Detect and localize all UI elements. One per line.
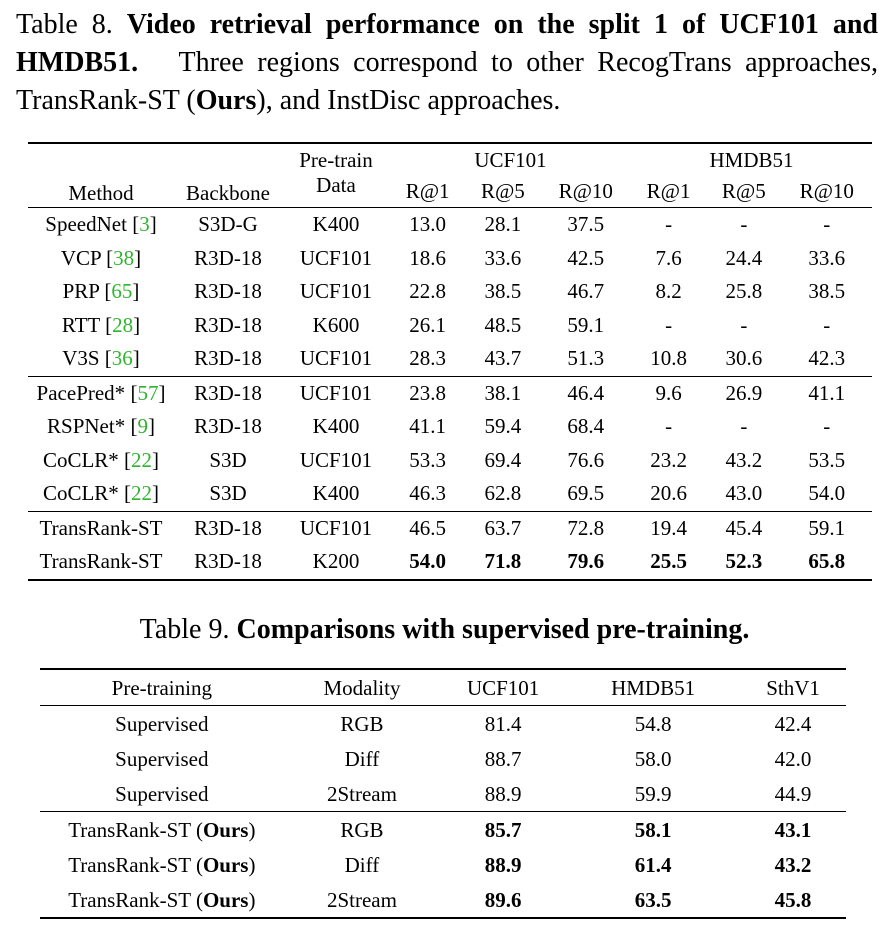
t8-cell-u1: 46.3 [409,481,446,506]
t9-cell-ucf: 88.7 [484,746,522,771]
t8-cell-u5: 69.4 [484,447,522,472]
t9-cell-modality: RGB [284,812,441,848]
t8-row [28,477,872,511]
t9-row [40,706,846,742]
t9-cell-modality: Diff [344,852,380,877]
t9-cell-hmdb: 59.9 [634,781,672,806]
table9-body [40,669,846,918]
t9-cell-sth: 45.8 [740,882,846,918]
t8-cell-data: K200 [282,545,390,580]
t8-method-name: RSPNet* [47,414,126,439]
t8-cell-u10: 42.5 [567,245,605,270]
t9-header-sth: SthV1 [740,669,846,706]
t8-cell-data: UCF101 [299,279,373,304]
t8-cell-u10: 79.6 [541,545,631,580]
t8-row [28,242,872,276]
t8-cell-method: VCP [38] [60,245,142,270]
t9-ours-label: Ours [202,887,249,912]
table9-caption-label: Table 9. [139,614,230,645]
t9-cell-hmdb: 54.8 [566,706,740,742]
t9-cell-modality: Diff [344,746,380,771]
t8-cell-u1: 53.3 [409,447,446,472]
t8-cell-u1: 26.1 [409,312,446,337]
t8-header-ucf-r10: R@10 [558,178,613,203]
t9-header-ucf: UCF101 [440,669,566,706]
t9-pretraining-name: Supervised [115,781,209,806]
t8-cell-h1: 10.8 [650,346,687,371]
t8-cell-method: CoCLR* [22] [42,447,160,472]
t8-method-name: SpeedNet [45,212,127,237]
table9-caption [0,611,889,649]
t8-cell-h1: - [631,208,706,242]
t8-cell-method: PRP [65] [62,279,140,304]
t8-header-hmdb-r10: R@10 [799,178,854,203]
t8-cell-backbone: R3D-18 [174,376,282,410]
t9-header-hmdb: HMDB51 [566,669,740,706]
t8-header-ucf-r1: R@1 [405,178,450,203]
t8-header-pretrain-l1: Pre-train [299,148,373,172]
table8-caption-ours: Ours [195,85,257,116]
t8-cell-h1: 25.5 [631,545,706,580]
t9-row [40,741,846,776]
t9-header-row [40,669,846,706]
t9-pretraining-name: TransRank-ST [68,887,191,912]
t8-cell-backbone: S3D [209,447,247,472]
t8-cell-backbone: S3D [209,481,247,506]
t8-row [28,511,872,545]
t8-row [28,376,872,410]
t8-cell-u5: 43.7 [484,346,522,371]
t8-cell-u1: 41.1 [409,414,446,439]
t8-cell-backbone: R3D-18 [194,414,262,439]
t8-cell-u1: 23.8 [390,376,465,410]
table8-caption-end: ), and InstDisc approaches. [256,85,561,116]
t8-cell-data: UCF101 [282,376,390,410]
t9-cell-sth: 44.9 [774,781,812,806]
t9-header-modality: Modality [284,669,441,706]
t9-cell-pretraining [40,706,284,742]
t9-cell-ucf: 85.7 [440,812,566,848]
t8-cell-h10: - [823,414,831,439]
t8-header-method: Method [28,143,174,208]
t9-cell-hmdb: 63.5 [566,882,740,918]
t8-cell-h5: 45.4 [706,511,781,545]
t8-cell-method: V3S [36] [62,346,140,371]
t9-cell-sth: 43.2 [774,852,812,877]
t9-cell-modality: 2Stream [326,781,397,806]
t9-row [40,776,846,812]
t8-cell-u5: 48.5 [484,312,522,337]
t8-method-name: CoCLR* [42,447,119,472]
t9-pretraining-name: Supervised [115,711,209,736]
t8-cell-h10: 65.8 [781,545,872,580]
t8-row [28,545,872,580]
t8-header-ucf: UCF101 [390,143,631,174]
t8-cell-u10: 46.7 [567,279,605,304]
table9 [40,668,846,919]
t9-cell-pretraining: TransRank-ST (Ours) [68,852,256,877]
t8-row [28,208,872,242]
t8-cell-h5: 43.2 [725,447,763,472]
t8-citation-link[interactable]: 65 [111,279,133,304]
t9-row [40,847,846,882]
t8-cell-data: UCF101 [282,511,390,545]
t9-cell-modality: 2Stream [284,882,441,918]
t8-cell-data: UCF101 [299,245,373,270]
t8-method-name: PacePred* [36,380,126,405]
t8-cell-h1: 19.4 [631,511,706,545]
table8-body [28,208,872,580]
t8-cell-method [28,545,174,580]
t8-cell-u10: 76.6 [567,447,605,472]
t8-citation-link[interactable]: 36 [111,346,133,371]
t8-cell-method: PacePred* [57] [28,376,174,410]
t8-cell-u10: 51.3 [567,346,605,371]
t8-cell-h1: 8.2 [655,279,682,304]
t8-header-hmdb: HMDB51 [631,143,872,174]
t8-cell-h10: - [823,312,831,337]
t8-cell-h1: 20.6 [650,481,687,506]
table8-caption-body: Three regions correspond to other RecogTrans approaches, TransRank-ST ( [16,47,879,116]
t8-cell-data: K400 [282,208,390,242]
t8-citation-link[interactable]: 22 [131,481,153,506]
t8-row [28,342,872,376]
t8-cell-u5: 38.5 [484,279,522,304]
t8-cell-u1: 22.8 [409,279,446,304]
t8-cell-u10: 69.5 [567,481,605,506]
t8-method-name: TransRank-ST [39,515,163,540]
t9-cell-ucf: 89.6 [440,882,566,918]
t8-cell-data: K600 [312,312,360,337]
t8-header-ucf-r5: R@5 [480,178,525,203]
t9-row [40,812,846,848]
table8-caption [16,6,878,120]
t8-cell-h5: 25.8 [725,279,763,304]
table8 [28,142,872,581]
t8-cell-u5: 62.8 [484,481,522,506]
t8-cell-method [28,511,174,545]
t9-cell-hmdb: 58.0 [634,746,672,771]
t9-ours-label: Ours [202,817,249,842]
t8-method-name: V3S [62,346,100,371]
t9-cell-modality: RGB [284,706,441,742]
t9-cell-ucf: 88.9 [484,781,522,806]
t8-header-hmdb-r5: R@5 [721,178,766,203]
t9-cell-ucf: 88.9 [484,852,522,877]
t9-cell-pretraining: TransRank-ST (Ours) [40,812,284,848]
t9-pretraining-name: Supervised [115,746,209,771]
t8-cell-backbone: R3D-18 [194,312,262,337]
t9-cell-pretraining [40,776,284,812]
t8-cell-data: K400 [312,481,360,506]
t8-cell-u1: 46.5 [390,511,465,545]
t9-pretraining-name: TransRank-ST [68,852,191,877]
t9-header-pretraining: Pre-training [40,669,284,706]
t8-header-pretrain [282,143,390,174]
t8-cell-h10: 33.6 [808,245,846,270]
t8-cell-method: SpeedNet [3] [28,208,174,242]
t8-cell-h1: 9.6 [631,376,706,410]
t8-cell-backbone: S3D-G [174,208,282,242]
t8-cell-h5: 30.6 [725,346,763,371]
table8-caption-title: Video retrieval performance on the split 1 of UCF101 and HMDB51. [16,9,878,78]
t8-citation-link[interactable]: 22 [131,447,153,472]
t8-cell-method: RSPNet* [9] [47,414,155,439]
t8-cell-h5: 52.3 [706,545,781,580]
t8-method-name: TransRank-ST [39,549,163,574]
t8-cell-h10: - [781,208,872,242]
t8-citation-link[interactable]: 9 [137,414,148,439]
t8-cell-h10: 53.5 [808,447,846,472]
t8-method-name: VCP [60,245,101,270]
t8-citation-link[interactable]: 38 [113,245,135,270]
t8-cell-method: CoCLR* [22] [42,481,160,506]
t8-cell-u5: 28.1 [465,208,540,242]
t8-citation-link[interactable]: 57 [137,380,159,405]
t8-cell-h5: - [740,312,748,337]
t8-cell-method: RTT [28] [61,312,141,337]
t8-cell-u5: 71.8 [465,545,540,580]
t8-cell-h10: 54.0 [808,481,846,506]
t8-cell-u5: 63.7 [465,511,540,545]
t8-cell-u1: 28.3 [409,346,446,371]
t8-row [28,275,872,309]
t8-cell-backbone: R3D-18 [194,245,262,270]
t9-row [40,882,846,918]
t8-cell-data: UCF101 [299,346,373,371]
t9-cell-hmdb: 58.1 [566,812,740,848]
t9-cell-sth: 42.4 [740,706,846,742]
t9-cell-ucf: 81.4 [440,706,566,742]
t8-citation-link[interactable]: 3 [139,212,150,237]
t8-cell-u5: 59.4 [484,414,522,439]
t8-header-backbone: Backbone [174,143,282,208]
t8-cell-backbone: R3D-18 [174,511,282,545]
t8-cell-backbone: R3D-18 [194,279,262,304]
t8-row [28,444,872,478]
t8-citation-link[interactable]: 28 [112,312,134,337]
t9-ours-label: Ours [202,852,249,877]
t9-cell-hmdb: 61.4 [634,852,672,877]
t8-cell-u10: 59.1 [567,312,605,337]
t8-cell-u5: 38.1 [465,376,540,410]
t8-cell-h5: 43.0 [725,481,763,506]
t8-method-name: CoCLR* [42,481,119,506]
t8-cell-backbone: R3D-18 [194,346,262,371]
t8-cell-u10: 68.4 [567,414,605,439]
t8-cell-h5: 24.4 [725,245,763,270]
t8-method-name: RTT [61,312,100,337]
t8-cell-h10: 38.5 [808,279,846,304]
t8-cell-backbone: R3D-18 [174,545,282,580]
t8-method-name: PRP [62,279,100,304]
t8-cell-u1: 13.0 [390,208,465,242]
t8-row [28,309,872,343]
t9-cell-pretraining: TransRank-ST (Ours) [40,882,284,918]
t8-cell-h5: 26.9 [706,376,781,410]
t8-cell-h1: - [665,312,673,337]
t8-cell-u5: 33.6 [484,245,522,270]
t8-cell-h10: 41.1 [781,376,872,410]
t8-cell-h1: 23.2 [650,447,687,472]
t8-header-pretrain-l2: Data [316,173,356,197]
t9-cell-pretraining [40,741,284,776]
t8-cell-data: UCF101 [299,447,373,472]
t8-cell-u10: 72.8 [541,511,631,545]
t9-pretraining-name: TransRank-ST [68,817,191,842]
t8-cell-h10: 59.1 [781,511,872,545]
t8-cell-h5: - [740,414,748,439]
t8-cell-h10: 42.3 [808,346,846,371]
t8-cell-u1: 54.0 [390,545,465,580]
t8-cell-h1: - [665,414,673,439]
table8-caption-label: Table 8. [16,9,113,40]
t8-row [28,410,872,444]
t9-cell-sth: 42.0 [774,746,812,771]
t8-cell-h5: - [706,208,781,242]
t9-cell-sth: 43.1 [740,812,846,848]
t8-cell-data: K400 [312,414,360,439]
t8-header-hmdb-r1: R@1 [646,178,691,203]
t8-cell-u10: 37.5 [541,208,631,242]
t8-cell-u10: 46.4 [541,376,631,410]
t8-cell-u1: 18.6 [409,245,446,270]
table9-caption-title: Comparisons with supervised pre-training. [236,614,750,645]
t8-cell-h1: 7.6 [655,245,682,270]
